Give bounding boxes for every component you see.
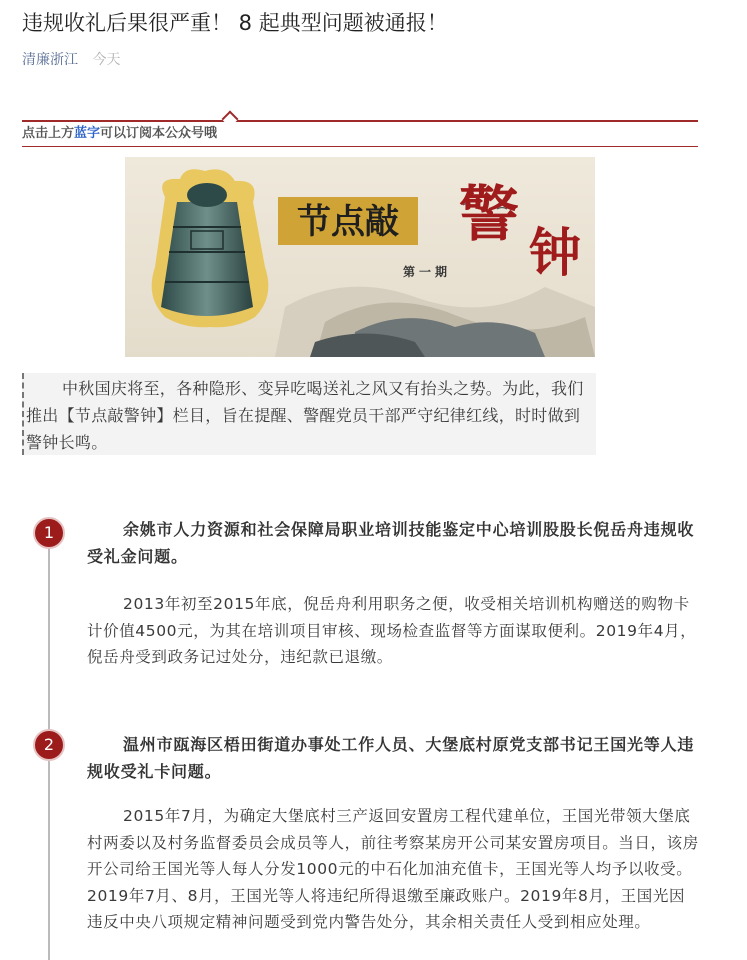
subscribe-suffix: 可以订阅本公众号哦 — [100, 126, 218, 141]
article-meta — [22, 50, 120, 70]
subscribe-divider-bottom — [22, 146, 698, 147]
account-name-link[interactable]: 清廉浙江 — [22, 52, 78, 68]
intro-text: 中秋国庆将至，各种隐形、变异吃喝送礼之风又有抬头之势。为此，我们推出【节点敲警钟】栏目，旨在提醒、警醒党员干部严守纪律红线，时时做到警钟长鸣。 — [26, 379, 584, 452]
publish-time: 今天 — [92, 52, 121, 68]
article-title: 违规收礼后果很严重！ 8 起典型问题被通报！ — [22, 11, 448, 35]
subscribe-divider-top — [22, 120, 698, 122]
case-heading: 余姚市人力资源和社会保障局职业培训技能鉴定中心培训股股长倪岳舟违规收受礼金问题。 — [87, 520, 695, 566]
subscribe-prefix: 点击上方 — [22, 126, 75, 141]
banner-image — [125, 157, 595, 357]
subscribe-link[interactable]: 蓝字 — [74, 126, 101, 141]
case-body: 2013年初至2015年底，倪岳舟利用职务之便，收受相关培训机构赠送的购物卡计价值4500元，为其在培训项目审核、现场检查监督等方面谋取便利。2019年4月，倪岳舟受到政务记过处分，违纪款已退缴。 — [87, 595, 697, 666]
subscribe-hint — [22, 125, 217, 143]
banner-calligraphy-1: 警 — [459, 180, 519, 250]
case-number-badge: 1 — [33, 517, 65, 549]
banner-title: 节点敲 — [297, 202, 399, 242]
banner-calligraphy-2: 钟 — [528, 223, 582, 284]
case-heading: 温州市瓯海区梧田街道办事处工作人员、大堡底村原党支部书记王国光等人违规收受礼卡问题。 — [87, 735, 695, 781]
subscribe-notch — [222, 111, 239, 128]
intro-paragraph — [22, 373, 596, 455]
case-body: 2015年7月，为确定大堡底村三产返回安置房工程代建单位，王国光带领大堡底村两委以及村务监督委员会成员等人，前往考察某房开公司某安置房项目。当日，该房开公司给王国光等人每人分发1000元的中石化加油充值卡，王国光等人均予以收受。2019年7月、8月，王国光等人将违纪所得退缴至廉政账户。2019年8月，王国光因违反中央八项规定精神问题受到党内警告处分，其余相关责任人受到相应处理。 — [87, 807, 699, 931]
case-number-badge: 2 — [33, 729, 65, 761]
banner-issue: 第一期 — [402, 265, 452, 279]
